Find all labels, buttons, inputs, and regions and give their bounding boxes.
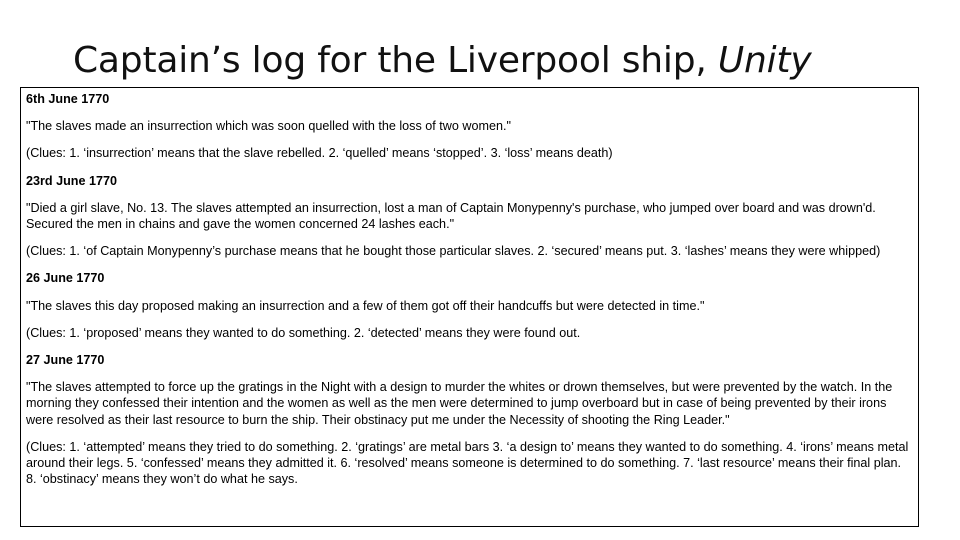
- log-entries-box: [20, 87, 919, 527]
- entry-date: 23rd June 1770: [26, 173, 118, 188]
- entry-date: 6th June 1770: [26, 92, 110, 106]
- entry-clues: (Clues: 1. ‘proposed’ means they wanted to do something. 2. ‘detected’ means they were found out.: [26, 325, 581, 340]
- log-entry: [26, 270, 913, 341]
- entry-quote: "The slaves this day proposed making an insurrection and a few of them got off their handcuffs but were detected in time.": [26, 298, 705, 313]
- log-entry: [26, 352, 913, 487]
- ship-name: Unity: [717, 40, 812, 81]
- entry-clues: (Clues: 1. ‘attempted’ means they tried to do something. 2. ‘gratings’ are metal bars 3. ‘a design to’ means they wanted to do something. 4. ‘irons’ means metal around their legs. 5. ‘confessed’ means they admitted it. 6. ‘resolved’ means someone is determined to do something. 7. ‘last resource’ means their final plan. 8. ‘obstinacy’ means they won’t do what he says.: [26, 439, 909, 487]
- entry-clues: (Clues: 1. ‘of Captain Monypenny’s purchase means that he bought those particular slaves. 2. ‘secured’ means put. 3. ‘lashes’ means they were whipped): [26, 244, 881, 259]
- log-entry: [26, 91, 913, 162]
- log-entry: [26, 173, 913, 260]
- entry-quote: "Died a girl slave, No. 13. The slaves attempted an insurrection, lost a man of Captain Monypenny's purchase, who jumped over board and was drown'd. Secured the men in chains and gave the women concerned 24 lashes each.": [26, 200, 876, 232]
- entry-quote: "The slaves made an insurrection which was soon quelled with the loss of two women.": [26, 119, 511, 134]
- entry-date: 26 June 1770: [26, 271, 105, 286]
- title-text: Captain’s log for the Liverpool ship,: [73, 40, 718, 81]
- entry-date: 27 June 1770: [26, 353, 105, 368]
- entry-clues: (Clues: 1. ‘insurrection’ means that the slave rebelled. 2. ‘quelled’ means ‘stopped’. 3. ‘loss’ means death): [26, 146, 613, 161]
- page-title: [73, 38, 811, 84]
- entry-quote: "The slaves attempted to force up the gratings in the Night with a design to murder the whites or drown themselves, but were prevented by the watch. In the morning they confessed their intention and the women as well as the men were determined to jump overboard but in case of being prevented by their irons were resolved as their last resource to burn the ship. Their obstinacy put me under the Necessity of shooting the Ring Leader.": [26, 380, 893, 427]
